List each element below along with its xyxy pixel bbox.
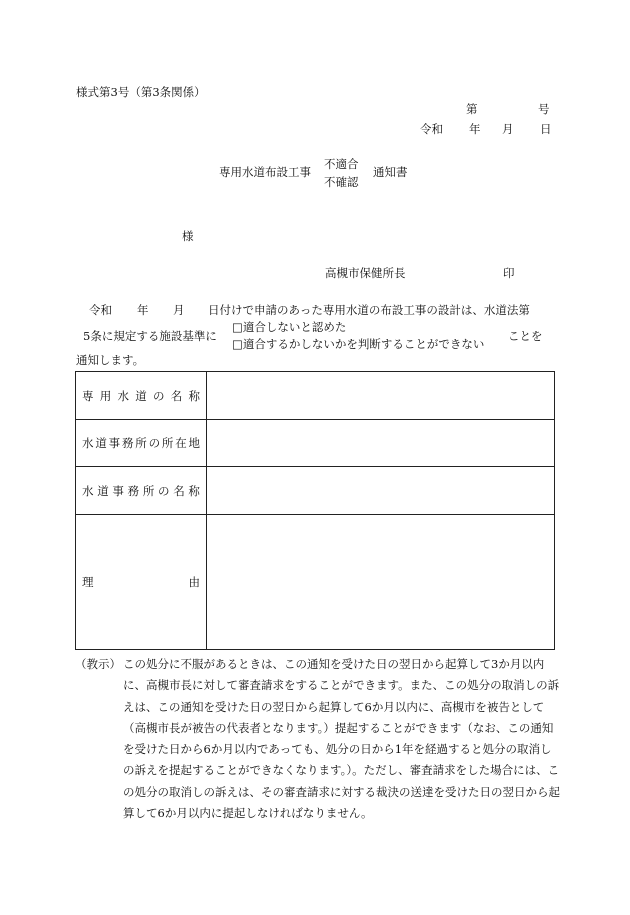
date-month: 月 — [502, 122, 514, 136]
table-row — [76, 515, 555, 650]
body-era: 令和 — [89, 303, 112, 317]
choice-not-conforming[interactable]: □適合しないと認めた — [232, 320, 347, 334]
value-office-name[interactable] — [207, 467, 555, 515]
body-month: 月 — [173, 303, 185, 317]
label-reason — [76, 515, 207, 650]
reason-char-2: 由 — [188, 575, 200, 589]
label-office-name — [76, 467, 207, 515]
table-row — [76, 467, 555, 515]
doc-number-prefix: 第 — [466, 102, 478, 116]
date-year: 年 — [469, 122, 481, 136]
value-reason[interactable] — [207, 515, 555, 650]
reason-char-1: 理 — [82, 575, 94, 589]
date-day: 日 — [540, 122, 552, 136]
label-text: 水 道 事 務 所 の 名 称 — [82, 483, 200, 498]
issuer-name: 高槻市保健所長 — [325, 266, 406, 280]
doc-number-suffix: 号 — [538, 102, 550, 116]
value-waterworks-name[interactable] — [207, 372, 555, 420]
notice-text: この処分に不服があるときは、この通知を受けた日の翌日から起算して3か月以内に、高槻市長に対して審査請求をすることができます。また、この処分の取消しの訴えは、この通知を受けた日の翌日から起算して6か月以内に、高槻市を被告として（高槻市長が被告の代表者となります。）提起することができます（なお、この通知を受けた日から6か月以内であっても、処分の日から1年を経過すると処分の取消しの訴えを提起することができなくなります。）。ただし、審査請求をした場合には、この処分の取消しの訴えは、その審査請求に対する裁決の送達を受けた日の翌日から起算して6か月以内に提起しなければなりません。 — [123, 657, 560, 821]
body-year: 年 — [137, 303, 149, 317]
label-office-address — [76, 420, 207, 467]
issuer-seal: 印 — [503, 266, 515, 280]
table-row — [76, 420, 555, 467]
body-line2-suffix: ことを — [508, 329, 543, 343]
date-era: 令和 — [420, 122, 443, 136]
label-waterworks-name — [76, 372, 207, 420]
table-row — [76, 372, 555, 420]
label-text: 水 道 事 務 所 の 所 在 地 — [82, 436, 200, 450]
title-main: 専用水道布設工事 — [219, 165, 311, 179]
form-number: 様式第3号（第3条関係） — [76, 85, 206, 99]
title-option-unconfirmed: 不確認 — [324, 175, 359, 189]
title-option-nonconforming: 不適合 — [324, 157, 359, 171]
body-line3: 通知します。 — [76, 353, 145, 367]
addressee-suffix: 様 — [182, 229, 194, 243]
body-line1: 日付けで申請のあった専用水道の布設工事の設計は、水道法第 — [208, 303, 530, 317]
value-office-address[interactable] — [207, 420, 555, 467]
label-text — [82, 574, 200, 590]
label-text: 専 用 水 道 の 名 称 — [82, 388, 200, 403]
title-suffix: 通知書 — [373, 165, 408, 179]
notice-block — [75, 654, 560, 824]
notice-head: （教示） — [75, 657, 121, 671]
form-table — [75, 371, 555, 650]
body-line2-prefix: 5条に規定する施設基準に — [83, 329, 217, 343]
choice-cannot-determine[interactable]: □適合するかしないかを判断することができない — [232, 337, 485, 351]
